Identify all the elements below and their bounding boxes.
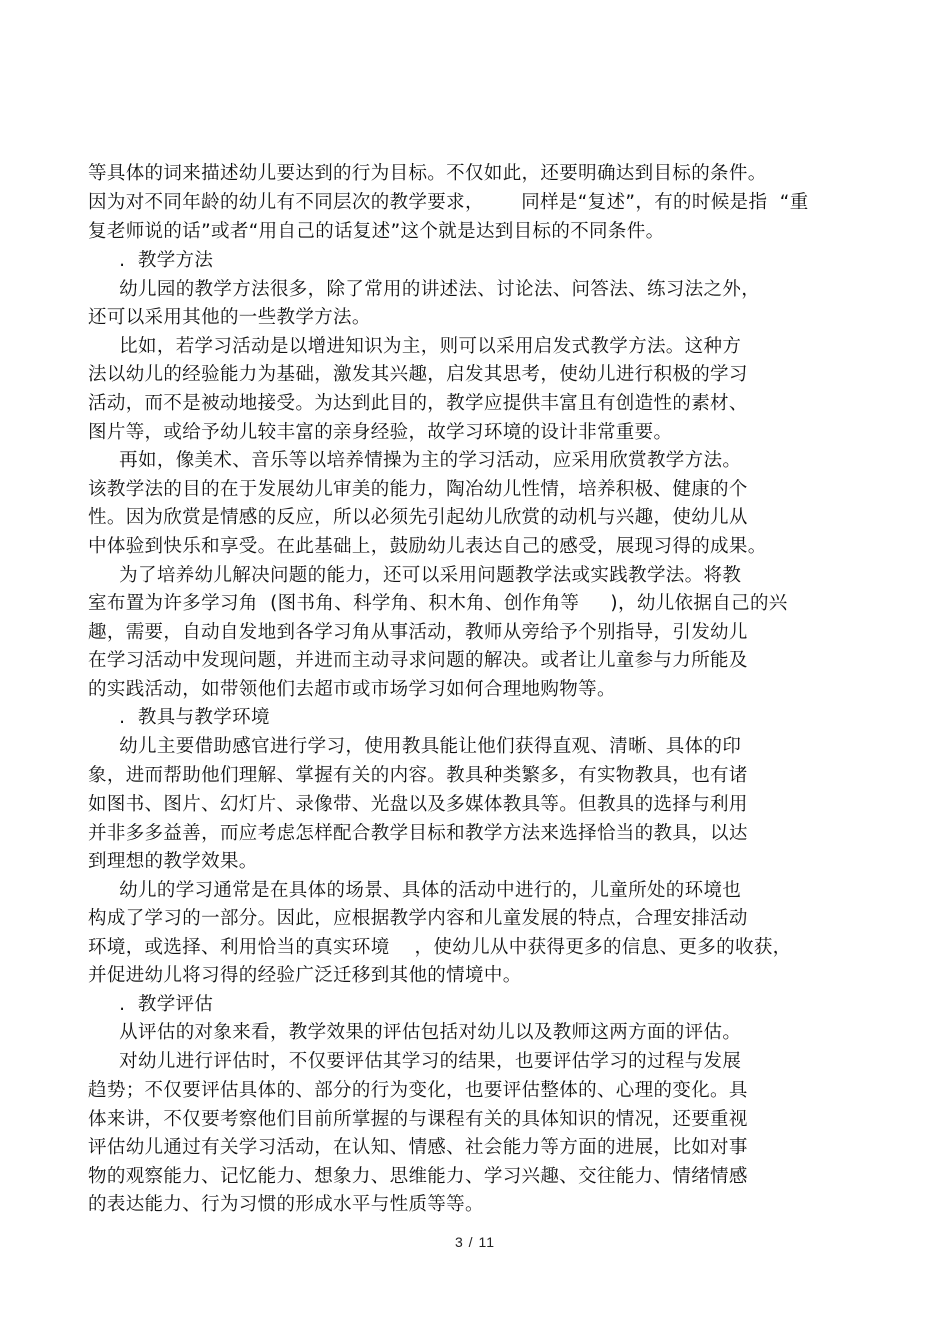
text-line: 幼儿的学习通常是在具体的场景、具体的活动中进行的，儿童所处的环境也: [88, 880, 742, 901]
text-line: 再如，像美术、音乐等以培养情操为主的学习活动，应采用欣赏教学方法。: [88, 450, 742, 471]
text-line: 比如，若学习活动是以增进知识为主，则可以采用启发式教学方法。这种方: [88, 336, 742, 357]
text-line: 如图书、图片、幻灯片、录像带、光盘以及多媒体教具等。但教具的选择与利用: [88, 794, 748, 815]
text-line: 的表达能力、行为习惯的形成水平与性质等等。: [88, 1194, 484, 1215]
text-line: 因为对不同年龄的幼儿有不同层次的教学要求， 同样是“复述”，有的时候是指 “重: [88, 192, 809, 213]
text-line: 构成了学习的一部分。因此，应根据教学内容和儿童发展的特点，合理安排活动: [88, 908, 748, 929]
text-line: 对幼儿进行评估时，不仅要评估其学习的结果，也要评估学习的过程与发展: [88, 1051, 742, 1072]
page-number: 3 / 11: [455, 1234, 495, 1250]
text-line: 等具体的词来描述幼儿要达到的行为目标。不仅如此，还要明确达到目标的条件。: [88, 163, 767, 184]
text-line: 并非多多益善，而应考虑怎样配合教学目标和教学方法来选择恰当的教具，以达: [88, 823, 748, 844]
text-line: 还可以采用其他的一些教学方法。: [88, 307, 371, 328]
text-line: . 教学评估: [88, 994, 214, 1015]
text-line: 幼儿主要借助感官进行学习，使用教具能让他们获得直观、清晰、具体的印: [88, 736, 742, 757]
text-line: 物的观察能力、记忆能力、想象力、思维能力、学习兴趣、交往能力、情绪情感: [88, 1166, 748, 1187]
text-line: 并促进幼儿将习得的经验广泛迁移到其他的情境中。: [88, 965, 522, 986]
text-line: 室布置为许多学习角 (图书角、科学角、积木角、创作角等 )，幼儿依据自己的兴: [88, 593, 788, 614]
text-line: 图片等，或给予幼儿较丰富的亲身经验，故学习环境的设计非常重要。: [88, 422, 673, 443]
text-line: 该教学法的目的在于发展幼儿审美的能力，陶冶幼儿性情，培养积极、健康的个: [88, 479, 748, 500]
text-line: 幼儿园的教学方法很多，除了常用的讲述法、讨论法、问答法、练习法之外，: [88, 279, 761, 300]
text-line: . 教学方法: [88, 250, 214, 271]
text-line: 从评估的对象来看，教学效果的评估包括对幼儿以及教师这两方面的评估。: [88, 1022, 742, 1043]
text-line: 为了培养幼儿解决问题的能力，还可以采用问题教学法或实践教学法。将教: [88, 565, 742, 586]
text-line: . 教具与教学环境: [88, 707, 270, 728]
text-line: 环境，或选择、利用恰当的真实环境 ，使幼儿从中获得更多的信息、更多的收获，: [88, 937, 792, 958]
text-line: 复老师说的话”或者“用自己的话复述”这个就是达到目标的不同条件。: [88, 221, 665, 242]
text-line: 法以幼儿的经验能力为基础，激发其兴趣，启发其思考，使幼儿进行积极的学习: [88, 364, 748, 385]
text-line: 到理想的教学效果。: [88, 851, 258, 872]
text-line: 趋势；不仅要评估具体的、部分的行为变化，也要评估整体的、心理的变化。具: [88, 1080, 748, 1101]
text-line: 活动，而不是被动地接受。为达到此目的，教学应提供丰富且有创造性的素材、: [88, 393, 748, 414]
text-line: 趣，需要，自动自发地到各学习角从事活动，教师从旁给予个别指导，引发幼儿: [88, 622, 748, 643]
text-line: 体来讲，不仅要考察他们目前所掌握的与课程有关的具体知识的情况，还要重视: [88, 1109, 748, 1130]
text-line: 的实践活动，如带领他们去超市或市场学习如何合理地购物等。: [88, 679, 616, 700]
text-line: 中体验到快乐和享受。在此基础上，鼓励幼儿表达自己的感受，展现习得的成果。: [88, 536, 767, 557]
text-line: 象，进而帮助他们理解、掌握有关的内容。教具种类繁多，有实物教具，也有诸: [88, 765, 748, 786]
text-line: 评估幼儿通过有关学习活动，在认知、情感、社会能力等方面的进展，比如对事: [88, 1137, 748, 1158]
text-line: 性。因为欣赏是情感的反应，所以必须先引起幼儿欣赏的动机与兴趣，使幼儿从: [88, 507, 748, 528]
text-line: 在学习活动中发现问题，并进而主动寻求问题的解决。或者让儿童参与力所能及: [88, 650, 748, 671]
